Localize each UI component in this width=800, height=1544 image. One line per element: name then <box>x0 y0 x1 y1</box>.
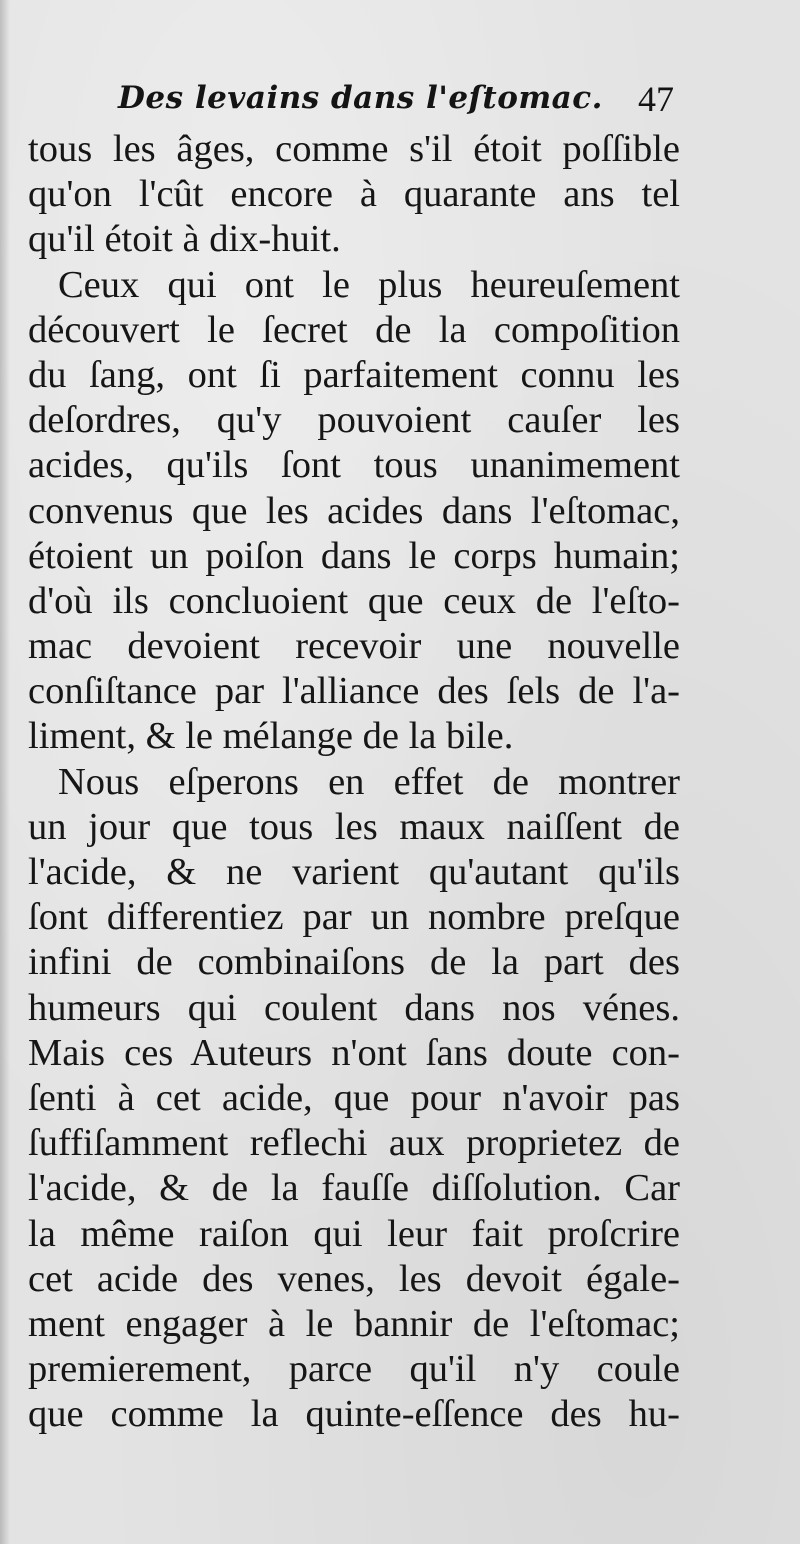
text-line: liment, & le mélange de la bile. <box>28 715 514 758</box>
text-line: étoient un poiſon dans le corps humain; <box>28 534 680 577</box>
text-line: humeurs qui coulent dans nos vénes. <box>28 986 680 1029</box>
text-line: ſont differentiez par un nombre preſque <box>28 896 680 939</box>
text-line: du ſang, ont ſi parfaitement connu les <box>28 353 680 396</box>
text-line: ment engager à le bannir de l'eſtomac; <box>28 1302 680 1345</box>
text-line: cet acide des venes, les devoit égale- <box>28 1257 680 1300</box>
text-line: l'acide, & de la fauſſe diſſolution. Car <box>28 1167 680 1210</box>
text-line: la même raiſon qui leur fait proſcrire <box>28 1212 680 1255</box>
text-line: qu'on l'cût encore à quarante ans tel <box>28 173 680 216</box>
text-line: acides, qu'ils ſont tous unanimement <box>28 444 680 487</box>
page-gutter-shadow <box>0 0 10 1544</box>
text-line: d'où ils concluoient que ceux de l'eſto- <box>28 579 680 622</box>
text-line: qu'il étoit à dix-huit. <box>28 218 341 261</box>
text-line: un jour que tous les maux naiſſent de <box>28 805 680 848</box>
text-line: Ceux qui ont le plus heureuſement <box>58 263 680 306</box>
text-line: ſenti à cet acide, que pour n'avoir pas <box>28 1076 680 1119</box>
text-line: ſuffiſamment reflechi aux proprietez de <box>28 1122 680 1165</box>
body-text <box>28 127 680 1437</box>
text-line: Mais ces Auteurs n'ont ſans doute con- <box>28 1031 680 1074</box>
text-line: que comme la quinte-eſſence des hu- <box>28 1393 680 1436</box>
text-line: découvert le ſecret de la compoſition <box>28 308 680 351</box>
text-line: l'acide, & ne varient qu'autant qu'ils <box>28 851 680 893</box>
text-line: tous les âges, comme s'il étoit poſſible <box>28 128 680 170</box>
text-line: mac devoient recevoir une nouvelle <box>28 625 680 668</box>
text-line: deſordres, qu'y pouvoient cauſer les <box>28 399 680 442</box>
text-line: infini de combinaiſons de la part des <box>28 941 680 984</box>
text-line: conſiſtance par l'alliance des ſels de l'a- <box>28 670 680 713</box>
page-number: 47 <box>638 79 674 119</box>
text-line: premierement, parce qu'il n'y coule <box>28 1348 680 1391</box>
text-line: Nous eſperons en effet de montrer <box>58 760 680 803</box>
text-line: convenus que les acides dans l'eſtomac, <box>28 489 680 532</box>
running-head: Des levains dans l'eſtomac. <box>118 80 603 116</box>
